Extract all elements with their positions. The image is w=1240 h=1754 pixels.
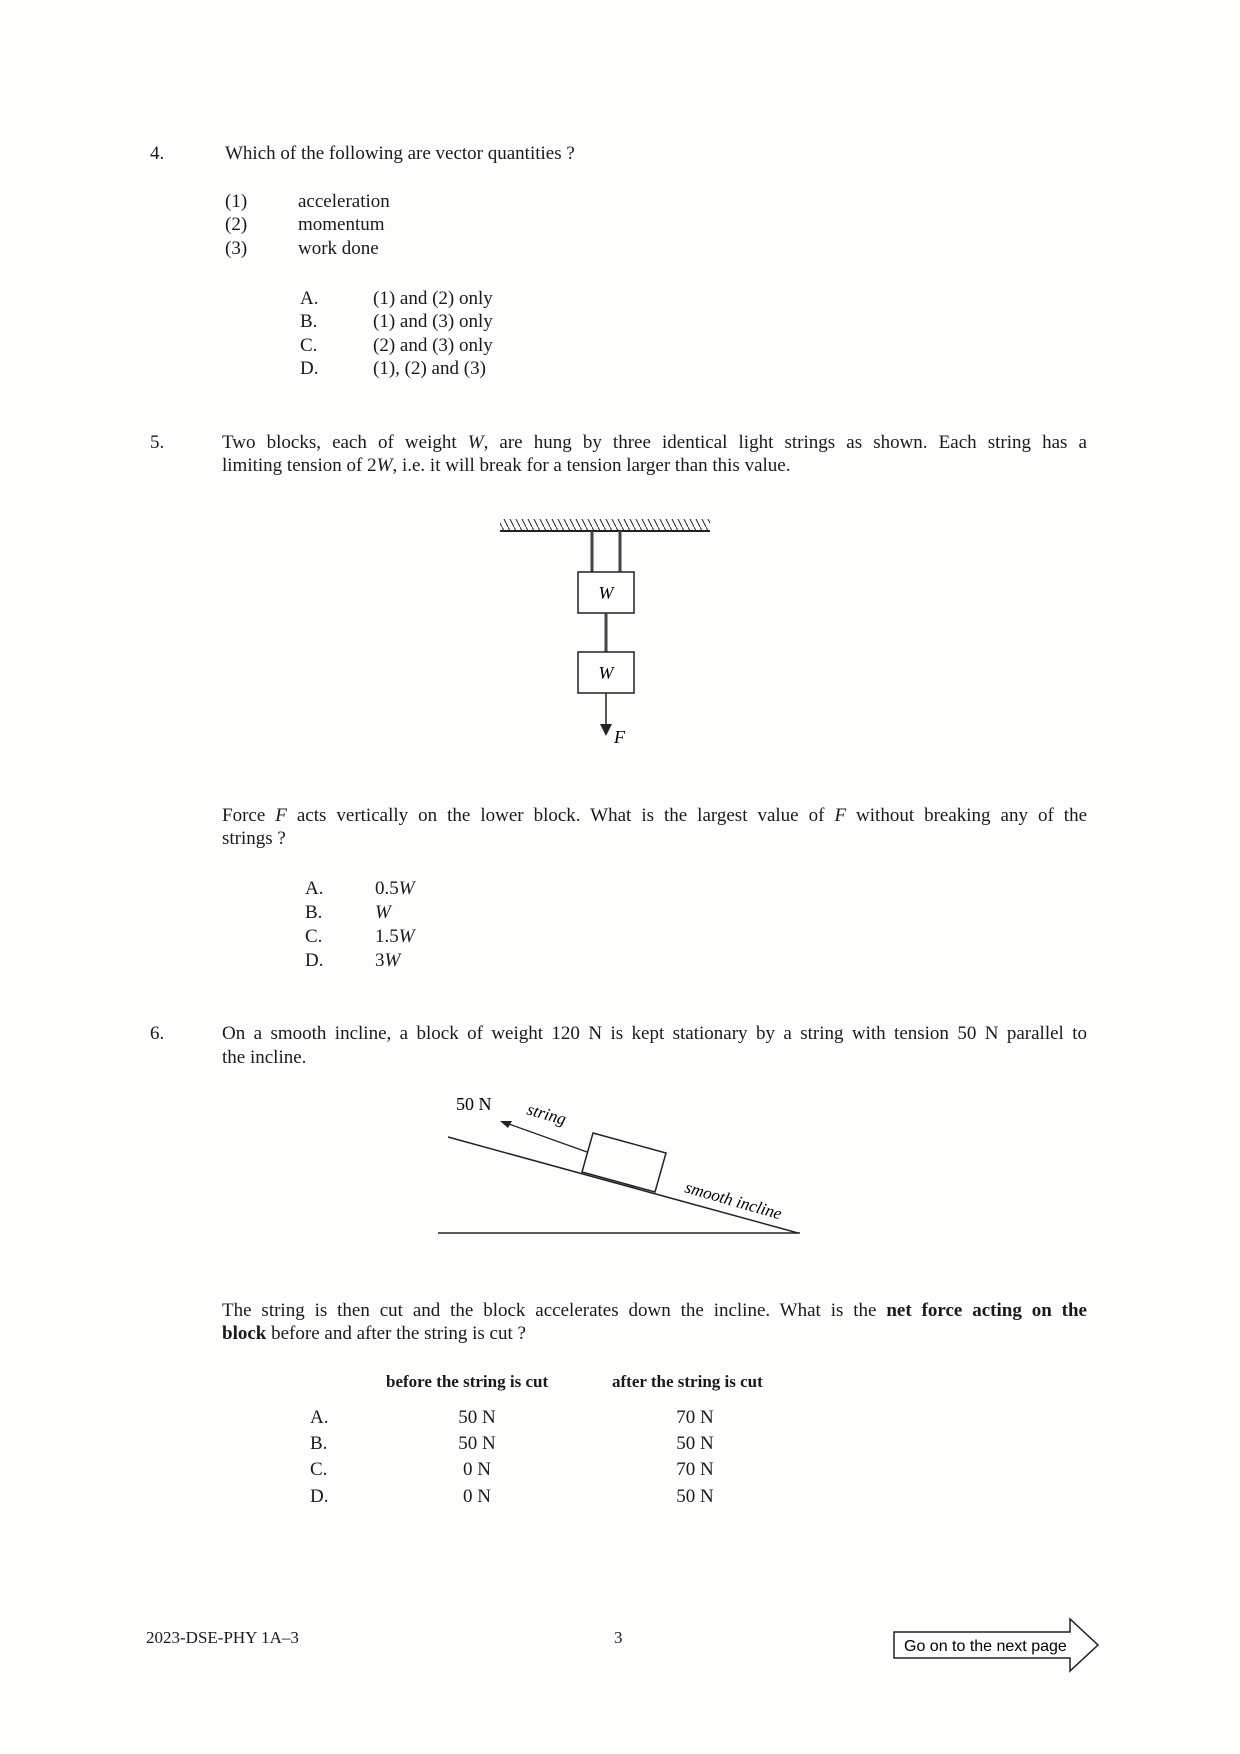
q4-item-label: (2)	[225, 214, 248, 235]
q5-option-letter: D.	[305, 950, 324, 971]
q5-question-line2: strings ?	[222, 828, 286, 849]
tension-label: 50 N	[456, 1094, 492, 1114]
q5-option-text: 0.5W	[375, 878, 415, 899]
table-header-before: before the string is cut	[386, 1372, 549, 1391]
q6-emphasis: net force acting on the	[886, 1300, 1087, 1321]
string-line	[506, 1123, 587, 1152]
q6-before-value: 50 N	[458, 1407, 496, 1428]
q6-question-line2: block before and after the string is cut ?	[222, 1323, 526, 1344]
q6-number: 6.	[150, 1023, 165, 1044]
q4-option-text: (1), (2) and (3)	[373, 358, 486, 379]
table-header-after: after the string is cut	[612, 1372, 763, 1391]
q4-number: 4.	[150, 143, 165, 164]
q6-emphasis: block	[222, 1323, 267, 1344]
block-lower-label: W	[598, 663, 614, 683]
q4-item-label: (1)	[225, 191, 248, 212]
q4-item-text: acceleration	[298, 191, 390, 212]
q6-option-letter: A.	[310, 1407, 329, 1428]
q6-before-value: 0 N	[463, 1459, 491, 1480]
force-label: F	[614, 727, 625, 747]
q6-before-value: 0 N	[463, 1486, 491, 1507]
q4-item-text: momentum	[298, 214, 385, 235]
q6-question-line1: The string is then cut and the block accelerates down the incline. What is the net force acting on the	[222, 1300, 1087, 1321]
q5-intro-line2: limiting tension of 2W, i.e. it will break for a tension larger than this value.	[222, 455, 791, 476]
q5-question-line1: Force F acts vertically on the lower block. What is the largest value of F without breaking any of the	[222, 805, 1087, 826]
q4-option-text: (1) and (3) only	[373, 311, 493, 332]
q4-option-text: (2) and (3) only	[373, 335, 493, 356]
q4-item-label: (3)	[225, 238, 248, 259]
q5-option-letter: B.	[305, 902, 323, 923]
q6-option-letter: B.	[310, 1433, 328, 1454]
q5-intro-line1: Two blocks, each of weight W, are hung by three identical light strings as shown. Each string has a	[222, 432, 1087, 453]
q5-number: 5.	[150, 432, 165, 453]
q5-option-text: W	[375, 902, 391, 923]
force-arrow-head	[600, 724, 612, 736]
paper-code: 2023-DSE-PHY 1A–3	[146, 1628, 299, 1647]
q5-option-text: 1.5W	[375, 926, 415, 947]
q4-question: Which of the following are vector quantities ?	[225, 143, 575, 164]
q4-item-text: work done	[298, 238, 379, 259]
q4-option-letter: C.	[300, 335, 318, 356]
q6-after-value: 50 N	[676, 1433, 714, 1454]
q4-option-letter: A.	[300, 288, 319, 309]
q5-hanging-blocks-diagram	[490, 515, 730, 750]
incline-label: smooth incline	[682, 1177, 784, 1224]
string-label: string	[524, 1099, 569, 1129]
next-page-label: Go on to the next page	[904, 1638, 1067, 1655]
q6-after-value: 70 N	[676, 1407, 714, 1428]
q6-option-letter: D.	[310, 1486, 329, 1507]
block-on-incline	[582, 1133, 666, 1192]
q5-option-text: 3W	[375, 950, 401, 971]
q6-intro-line1: On a smooth incline, a block of weight 120 N is kept stationary by a string with tension 50 N parallel to	[222, 1023, 1087, 1044]
page-number: 3	[614, 1628, 623, 1647]
block-upper-label: W	[598, 583, 614, 603]
q5-option-letter: A.	[305, 878, 324, 899]
q6-incline-diagram	[430, 1090, 830, 1240]
q5-force-symbol: F	[834, 805, 847, 826]
ceiling-hatching	[500, 519, 710, 531]
q4-option-letter: B.	[300, 311, 318, 332]
q6-after-value: 50 N	[676, 1486, 714, 1507]
q5-force-symbol: F	[275, 805, 287, 826]
q6-after-value: 70 N	[676, 1459, 714, 1480]
q6-option-letter: C.	[310, 1459, 328, 1480]
q6-intro-line2: the incline.	[222, 1047, 307, 1068]
q4-option-text: (1) and (2) only	[373, 288, 493, 309]
q5-option-letter: C.	[305, 926, 323, 947]
next-page-arrow	[890, 1615, 1102, 1675]
q6-before-value: 50 N	[458, 1433, 496, 1454]
q4-option-letter: D.	[300, 358, 319, 379]
